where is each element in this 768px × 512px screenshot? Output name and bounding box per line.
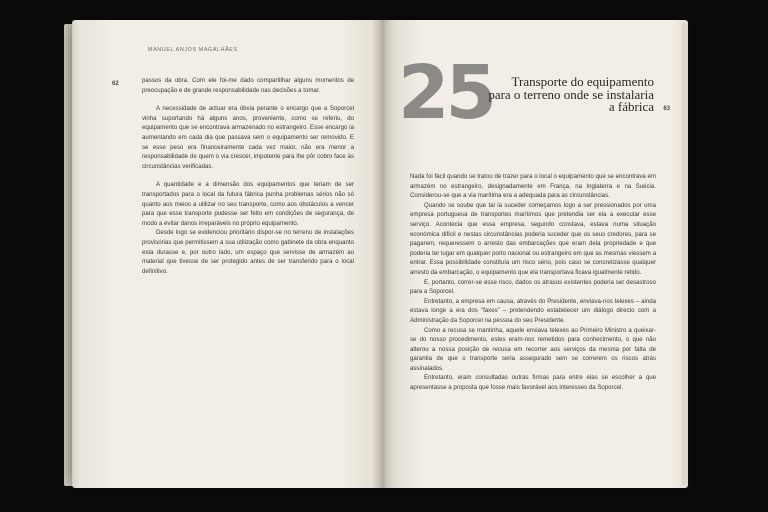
running-header: MANUEL ANJOS MAGALHÃES [148,47,238,53]
chapter-title: Transporte do equipamento para o terreno onde se instalaria a fábrica [488,74,654,114]
left-text-block [142,76,354,276]
left-page [72,20,384,488]
right-text-block [410,172,656,393]
right-fore-edge [682,23,688,485]
paragraph: Entretanto, eram consultadas outras firmas para entre elas se escolher a que apresentasse a proposta que fosse mais favorável aos interesses da Soporcel. [410,374,656,392]
paragraph: Como a recusa se mantinha, aquele enviava telexes ao Primeiro Ministro a queixar-se do nosso procedimento, estes eram-nos remetidos para conhecimento, o que não alterou a nossa posição de recusa em recorrer aos serviços da mesma por falta de garantia de que o transporte seria assegurado sem se correrem os riscos atrás assinalados. [410,326,656,372]
paragraph: Desde logo se evidenciou prioritário dispor-se no terreno de instalações provisórias que permitissem a sua utilização como gabinete da obra enquanto esta durasse e, por outro lado, um espaço que servisse de armazém ao material que tivesse de ser protegido antes de ser transferido para o local definitivo. [142,229,354,275]
paragraph: passos da obra. Com ele foi-me dado compartilhar alguns momentos de preocupação e de grande responsabilidade nas decisões a tomar. [142,77,354,94]
paragraph: E, portanto, correr-se esse risco, dados os atrasos existentes poderia ser desastroso para a Soporcel. [410,278,656,296]
paragraph: Quando se soube que tal ia suceder começamos logo a ser pressionados por uma empresa portuguesa de transportes marítimos que pretendia ser ela a executar esse serviço. Acontecia que essa empresa, segundo constava, estava numa situação económica difícil e nestas circunstâncias poderia suceder que os seus credores, para se pagarem, requeressem o arresto das embarcações que eram dela propriedade e que poderia ter lugar em qualquer porto nacional ou estrangeiro em que as mesmas viessem a entrar. Essa possibilidade constituía um risco sério, pois caso se concretizasse qualquer arresto da embarcação, o equipamento que ela transportava ficava igualmente retido. [410,201,656,276]
paragraph: A quantidade e a dimensão dos equipamentos que teriam de ser transportados para o local da futura fábrica punha problemas sérios não só quanto aos meios a utilizar no seu transporte, como aos obstáculos a vencer para que esse transporte pudesse ser feito em condições de segurança, de modo a evitar danos irreparáveis no próprio equipamento. [142,181,354,227]
paragraph: Entretanto, a empresa em causa, através do Presidente, enviava-nos telexes – ainda estava longe a era dos “faxes” – pretendendo estabelecer um diálogo directo com a Administração da Soporcel na pessoa do seu Presidente. [410,297,656,324]
right-page-number: 63 [663,106,670,112]
paragraph: A necessidade de actuar era óbvia perante o encargo que a Soporcel vinha suportando há alguns anos, proveniente, como se referiu, do equipamento que se encontrava armazenado no estrangeiro. Esse encargo ia aumentando em cada dia que passava sem o equipamento ser removido. E se esse peso era financeiramente cada vez maior, não era menor a responsabilidade de quem o via crescer, impotente para lhe pôr cobro face às circunstâncias verificadas. [142,105,354,170]
paragraph: Nada foi fácil quando se tratou de trazer para o local o equipamento que se encontrava em armazém no estrangeiro, designadamente em França, na Inglaterra e na Suécia. Considerou-se que a via marítima era a adequada para as circunstâncias. [410,173,656,200]
right-page [382,20,688,488]
chapter-number: 25 [398,50,493,136]
left-page-number: 62 [112,81,119,87]
open-book [72,20,692,488]
left-fore-edge [64,24,74,486]
